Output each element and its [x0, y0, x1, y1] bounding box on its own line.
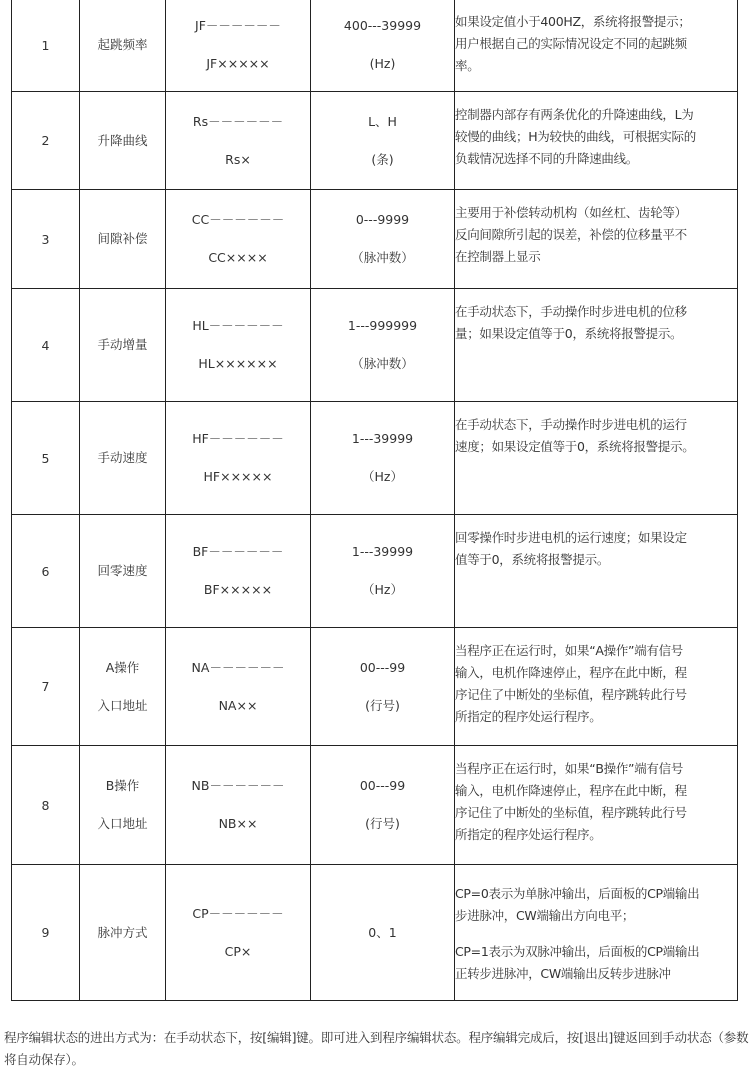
- description-paragraph: [455, 11, 737, 77]
- description-line: 序记住了中断处的坐标值，程序跳转此行号: [455, 687, 687, 702]
- row-number: 7: [41, 679, 50, 694]
- display-code: NA××: [218, 697, 258, 713]
- display-code-cell: [166, 402, 311, 515]
- parameter-name-cell: [80, 746, 166, 865]
- description-line: 序记住了中断处的坐标值，程序跳转此行号: [455, 805, 687, 820]
- description-cell: [455, 289, 738, 402]
- parameter-table: [11, 0, 738, 1001]
- value-range: 1---39999: [351, 431, 414, 446]
- table-row: [12, 190, 738, 289]
- row-number-cell: [12, 746, 80, 865]
- description-line: 正转步进脉冲，CW端输出反转步进脉冲: [455, 966, 671, 981]
- value-range: 00---99: [359, 659, 406, 675]
- display-code-cell: [166, 628, 311, 746]
- parameter-name: 脉冲方式: [97, 924, 148, 940]
- value-range: 400---39999: [343, 18, 422, 33]
- description-line: 输入，电机作降速停止，程序在此中断，程: [455, 665, 687, 680]
- value-range: 1---999999: [347, 318, 418, 333]
- description-line: 在手动状态下，手动操作时步进电机的位移: [455, 304, 687, 319]
- row-number: 9: [41, 925, 50, 940]
- value-range-cell: [311, 515, 455, 628]
- value-range: L、H: [368, 113, 397, 129]
- value-range: 0、1: [368, 924, 397, 940]
- description-line: 率。: [455, 58, 480, 73]
- table-row: [12, 515, 738, 628]
- parameter-name-cell: [80, 0, 166, 92]
- description-cell: [455, 0, 738, 92]
- parameter-name: B操作: [105, 778, 140, 793]
- row-number: 5: [41, 450, 50, 466]
- row-number-cell: [12, 289, 80, 402]
- parameter-name: 间隙补偿: [97, 231, 148, 246]
- row-number-cell: [12, 865, 80, 1001]
- description-paragraph: [455, 301, 737, 345]
- display-code-cell: [166, 515, 311, 628]
- description-paragraph: [455, 758, 737, 846]
- row-number-cell: [12, 0, 80, 92]
- display-code: Rs－－－－－－: [192, 113, 284, 129]
- table-row: [12, 0, 738, 92]
- display-code: NB－－－－－－: [191, 778, 285, 793]
- display-code: HL××××××: [198, 356, 278, 371]
- display-code-cell: [166, 746, 311, 865]
- table-row: [12, 92, 738, 190]
- row-number-cell: [12, 515, 80, 628]
- value-range-cell: [311, 0, 455, 92]
- row-number: 6: [41, 563, 50, 579]
- description-line: 输入，电机作降速停止，程序在此中断，程: [455, 783, 687, 798]
- row-number: 3: [41, 231, 50, 247]
- parameter-name-cell: [80, 515, 166, 628]
- description-line: CP=1表示为双脉冲输出，后面板的CP端输出: [455, 944, 700, 959]
- description-line: 在控制器上显示: [455, 249, 541, 264]
- description-line: 所指定的程序处运行程序。: [455, 827, 602, 842]
- display-code: JF－－－－－－: [195, 18, 281, 33]
- description-line: 在手动状态下，手动操作时步进电机的运行: [455, 417, 687, 432]
- description-line: 当程序正在运行时，如果“A操作”端有信号: [455, 643, 684, 658]
- footer-note: 程序编辑状态的进出方式为：在手动状态下，按[编辑]键。即可进入到程序编辑状态。程序编辑完成后，按[退出]键返回到手动状态（参数将自动保存）。: [4, 1030, 749, 1067]
- display-code: BF－－－－－－: [192, 544, 284, 559]
- description-line: 值等于0，系统将报警提示。: [455, 552, 610, 567]
- description-cell: [455, 746, 738, 865]
- parameter-name: 升降曲线: [97, 132, 148, 148]
- value-range: (行号): [365, 816, 400, 831]
- description-paragraph: [455, 104, 737, 170]
- display-code-cell: [166, 92, 311, 190]
- display-code: Rs×: [225, 151, 251, 167]
- description-paragraph: [455, 527, 737, 571]
- row-number: 8: [41, 797, 50, 813]
- row-number: 4: [41, 337, 50, 353]
- table-row: [12, 865, 738, 1001]
- display-code-cell: [166, 289, 311, 402]
- parameter-name: 入口地址: [97, 697, 148, 713]
- display-code: JF×××××: [206, 56, 270, 71]
- value-range: 0---9999: [355, 212, 410, 227]
- description-paragraph: [455, 640, 737, 728]
- description-cell: [455, 628, 738, 746]
- display-code: HF－－－－－－: [192, 431, 284, 446]
- table-row: [12, 402, 738, 515]
- parameter-name-cell: [80, 190, 166, 289]
- row-number: 2: [41, 133, 50, 148]
- table-row: [12, 746, 738, 865]
- parameter-name-cell: [80, 289, 166, 402]
- parameter-name-cell: [80, 92, 166, 190]
- display-code: NA－－－－－－: [191, 659, 285, 675]
- value-range-cell: [311, 190, 455, 289]
- value-range: （脉冲数）: [351, 250, 414, 265]
- display-code: HF×××××: [203, 469, 273, 484]
- description-cell: [455, 402, 738, 515]
- value-range: (Hz): [369, 56, 396, 71]
- description-line: 速度；如果设定值等于0，系统将报警提示。: [455, 439, 695, 454]
- description-line: 回零操作时步进电机的运行速度；如果设定: [455, 530, 687, 545]
- description-line: 主要用于补偿转动机构（如丝杠、齿轮等）: [455, 205, 687, 220]
- table-row: [12, 289, 738, 402]
- row-number-cell: [12, 92, 80, 190]
- description-line: 反向间隙所引起的误差，补偿的位移量平不: [455, 227, 687, 242]
- value-range: (条): [371, 151, 394, 167]
- description-paragraph: [455, 883, 737, 927]
- description-line: 控制器内部存有两条优化的升降速曲线，L为: [455, 107, 694, 122]
- description-line: CP=0表示为单脉冲输出，后面板的CP端输出: [455, 886, 700, 901]
- parameter-name-cell: [80, 628, 166, 746]
- value-range: 00---99: [359, 778, 406, 793]
- description-line: 负载情况选择不同的升降速曲线。: [455, 151, 639, 166]
- value-range: (行号): [365, 697, 400, 713]
- parameter-name: A操作: [105, 659, 140, 675]
- display-code: CC××××: [208, 250, 268, 265]
- description-cell: [455, 515, 738, 628]
- display-code-cell: [166, 190, 311, 289]
- display-code: BF×××××: [203, 582, 273, 597]
- value-range-cell: [311, 746, 455, 865]
- value-range-cell: [311, 628, 455, 746]
- display-code: CC－－－－－－: [191, 212, 285, 227]
- display-code-cell: [166, 865, 311, 1001]
- parameter-name: 回零速度: [97, 563, 148, 578]
- value-range: （脉冲数）: [351, 356, 414, 371]
- description-cell: [455, 865, 738, 1001]
- display-code: NB××: [218, 816, 258, 831]
- value-range: 1---39999: [351, 544, 414, 559]
- row-number-cell: [12, 402, 80, 515]
- display-code: HL－－－－－－: [192, 318, 284, 333]
- table-row: [12, 628, 738, 746]
- row-number-cell: [12, 628, 80, 746]
- description-line: 如果设定值小于400HZ，系统将报警提示；: [455, 14, 691, 29]
- value-range: （Hz）: [362, 469, 403, 484]
- value-range-cell: [311, 402, 455, 515]
- parameter-name-cell: [80, 402, 166, 515]
- value-range-cell: [311, 865, 455, 1001]
- row-number: 1: [41, 37, 50, 53]
- value-range-cell: [311, 92, 455, 190]
- description-cell: [455, 190, 738, 289]
- description-line: 所指定的程序处运行程序。: [455, 709, 602, 724]
- parameter-table-body: [12, 0, 738, 1001]
- display-code: CP－－－－－－: [192, 905, 284, 921]
- display-code: CP×: [224, 943, 252, 959]
- parameter-name: 手动速度: [97, 450, 148, 465]
- parameter-name: 起跳频率: [97, 37, 148, 52]
- display-code-cell: [166, 0, 311, 92]
- description-line: 量；如果设定值等于0，系统将报警提示。: [455, 326, 683, 341]
- description-paragraph: [455, 941, 737, 985]
- description-paragraph: [455, 414, 737, 458]
- description-line: 步进脉冲，CW端输出方向电平；: [455, 908, 635, 923]
- row-number-cell: [12, 190, 80, 289]
- parameter-name-cell: [80, 865, 166, 1001]
- description-line: 较慢的曲线；H为较快的曲线，可根据实际的: [455, 129, 696, 144]
- value-range: （Hz）: [362, 582, 403, 597]
- description-line: 当程序正在运行时，如果“B操作”端有信号: [455, 761, 684, 776]
- description-paragraph: [455, 202, 737, 268]
- parameter-name: 手动增量: [97, 337, 148, 352]
- value-range-cell: [311, 289, 455, 402]
- description-cell: [455, 92, 738, 190]
- parameter-name: 入口地址: [97, 816, 148, 831]
- description-line: 用户根据自己的实际情况设定不同的起跳频: [455, 36, 687, 51]
